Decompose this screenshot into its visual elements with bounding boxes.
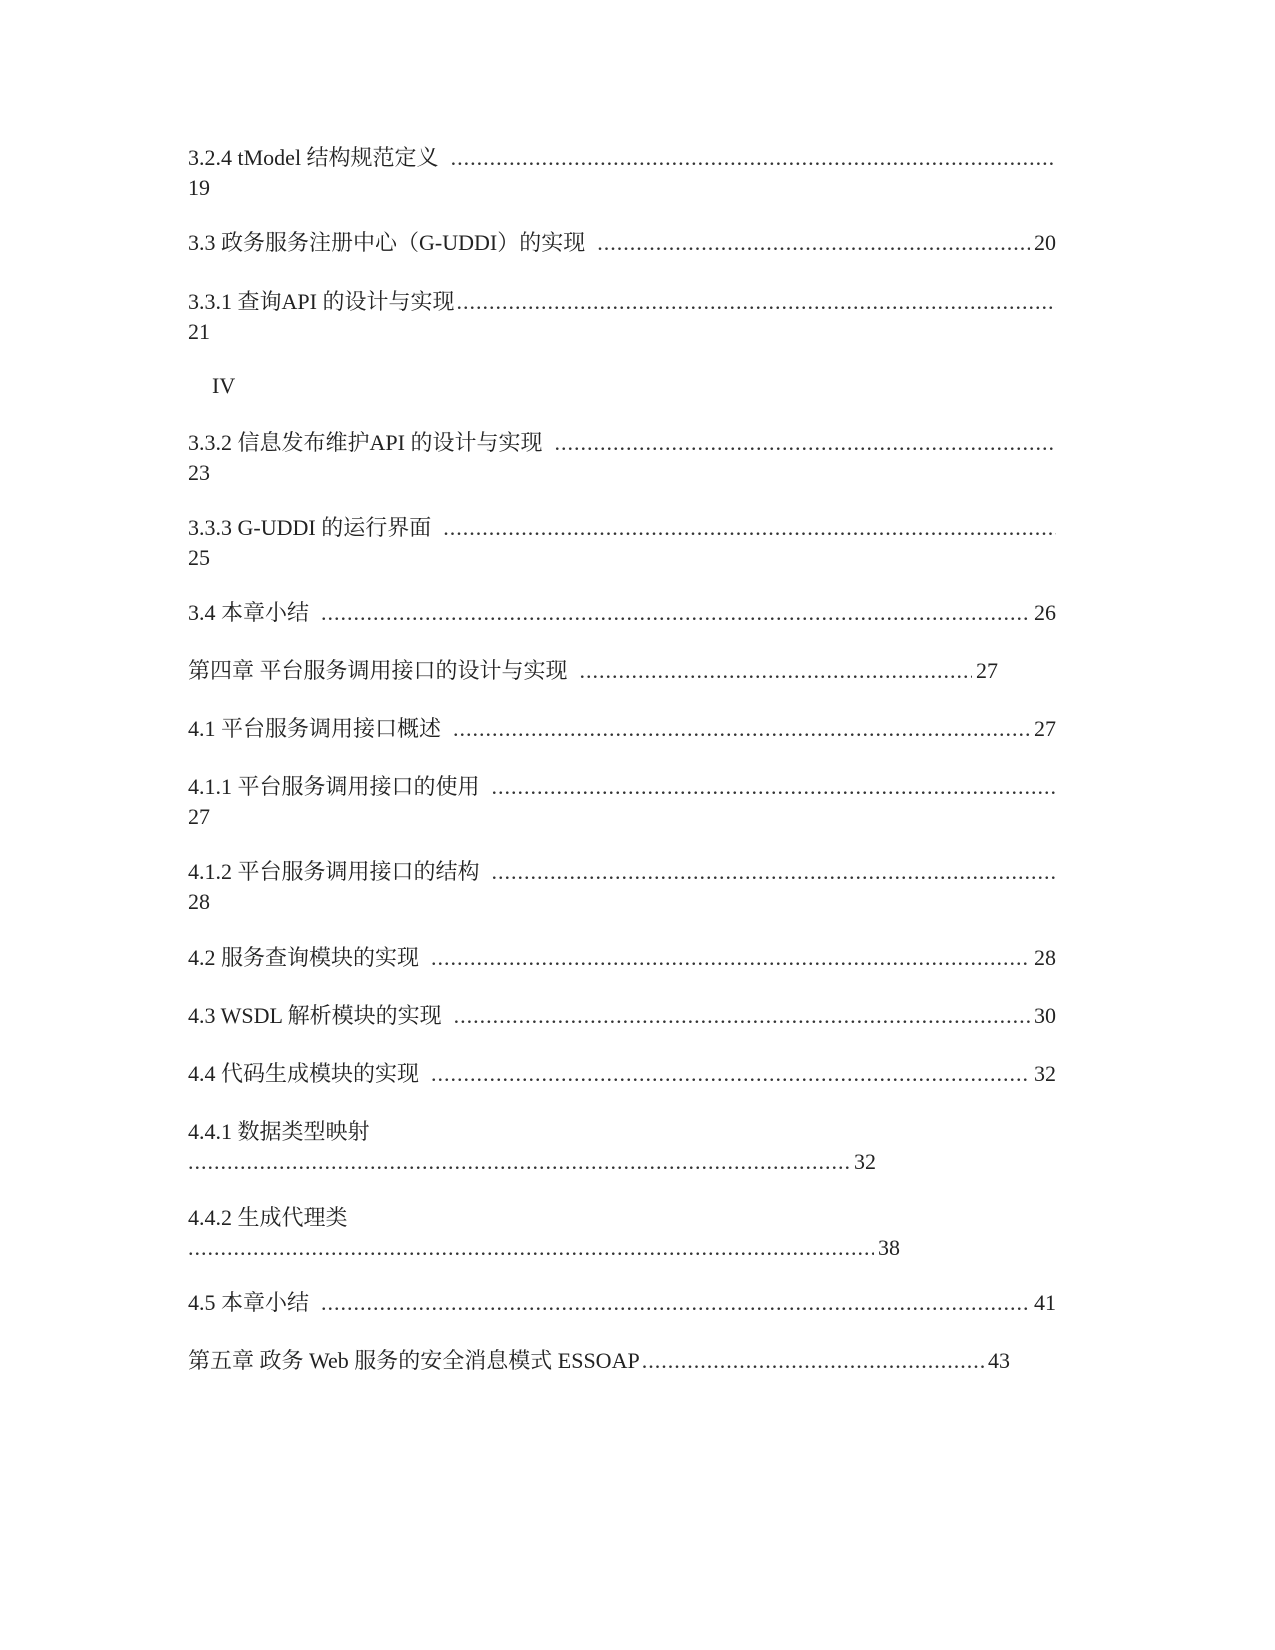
toc-entry-label: 4.2 服务查询模块的实现 [188,945,420,970]
toc-entry-3-3-2 [188,428,1056,488]
toc-entry-3-3 [188,228,1056,258]
dot-leader [597,228,1030,258]
dot-leader [431,943,1030,973]
toc-entry-4-3 [188,1001,1056,1031]
toc-entry-page: 32 [1034,1061,1056,1086]
toc-entry-4-4 [188,1059,1056,1089]
toc-entry-page: 23 [188,460,210,485]
toc-entry-page: 25 [188,545,210,570]
page-marker: IV [212,373,236,398]
toc-entry-chapter-5 [188,1346,1010,1376]
dot-leader [454,1001,1030,1031]
toc-entry-page: 20 [1034,230,1056,255]
toc-entry-label: 4.4 代码生成模块的实现 [188,1061,420,1086]
toc-entry-3-3-3 [188,513,1056,573]
dot-leader [188,1147,850,1177]
toc-entry-4-1 [188,714,1056,744]
toc-entry-label: 4.1 平台服务调用接口概述 [188,716,442,741]
dot-leader [492,857,1056,887]
dot-leader [321,1288,1030,1318]
toc-entry-page: 21 [188,319,210,344]
dot-leader [451,143,1056,173]
toc-entry-label: 4.1.2 平台服务调用接口的结构 [188,859,480,884]
toc-entry-page: 30 [1034,1003,1056,1028]
dot-leader [554,428,1056,458]
toc-entry-4-1-1 [188,772,1056,832]
toc-entry-page: 28 [1034,945,1056,970]
toc-entry-page: 27 [1034,716,1056,741]
toc-entry-page: 41 [1034,1290,1056,1315]
toc-entry-label: 3.3.2 信息发布维护API 的设计与实现 [188,430,543,455]
dot-leader [580,656,972,686]
toc-entry-page: 38 [878,1235,900,1260]
toc-entry-label: 3.3.1 查询API 的设计与实现 [188,289,455,314]
toc-entry-3-2-4 [188,143,1056,203]
toc-entry-label: 4.1.1 平台服务调用接口的使用 [188,774,480,799]
toc-entry-chapter-4 [188,656,998,686]
toc-entry-label: 3.3.3 G-UDDI 的运行界面 [188,515,432,540]
dot-leader [321,598,1030,628]
toc-entry-page: 27 [976,658,998,683]
dot-leader [188,1233,874,1263]
toc-entry-4-5 [188,1288,1056,1318]
toc-entry-label: 4.4.1 数据类型映射 [188,1119,370,1144]
toc-entry-label: 3.2.4 tModel 结构规范定义 [188,145,439,170]
toc-entry-label: 4.3 WSDL 解析模块的实现 [188,1003,442,1028]
toc-entry-4-1-2 [188,857,1056,917]
dot-leader [642,1346,984,1376]
toc-entry-label: 第五章 政务 Web 服务的安全消息模式 ESSOAP [188,1348,640,1373]
toc-entry-4-4-1 [188,1117,876,1177]
toc-entry-page: 26 [1034,600,1056,625]
dot-leader [492,772,1056,802]
toc-entry-page: 32 [854,1149,876,1174]
toc-entry-3-4 [188,598,1056,628]
toc-entry-label: 3.4 本章小结 [188,600,310,625]
toc-entry-4-4-2 [188,1203,900,1263]
toc-entry-3-3-1 [188,287,1056,347]
toc-entry-page: 43 [988,1348,1010,1373]
toc-entry-label: 3.3 政务服务注册中心（G-UDDI）的实现 [188,230,586,255]
dot-leader [443,513,1056,543]
dot-leader [431,1059,1030,1089]
toc-entry-label: 4.4.2 生成代理类 [188,1205,348,1230]
toc-entry-page: 28 [188,889,210,914]
toc-entry-label: 4.5 本章小结 [188,1290,310,1315]
toc-entry-page: 19 [188,175,210,200]
dot-leader [453,714,1030,744]
toc-entry-page: 27 [188,804,210,829]
dot-leader [456,287,1056,317]
toc-entry-label: 第四章 平台服务调用接口的设计与实现 [188,658,568,683]
toc-entry-4-2 [188,943,1056,973]
